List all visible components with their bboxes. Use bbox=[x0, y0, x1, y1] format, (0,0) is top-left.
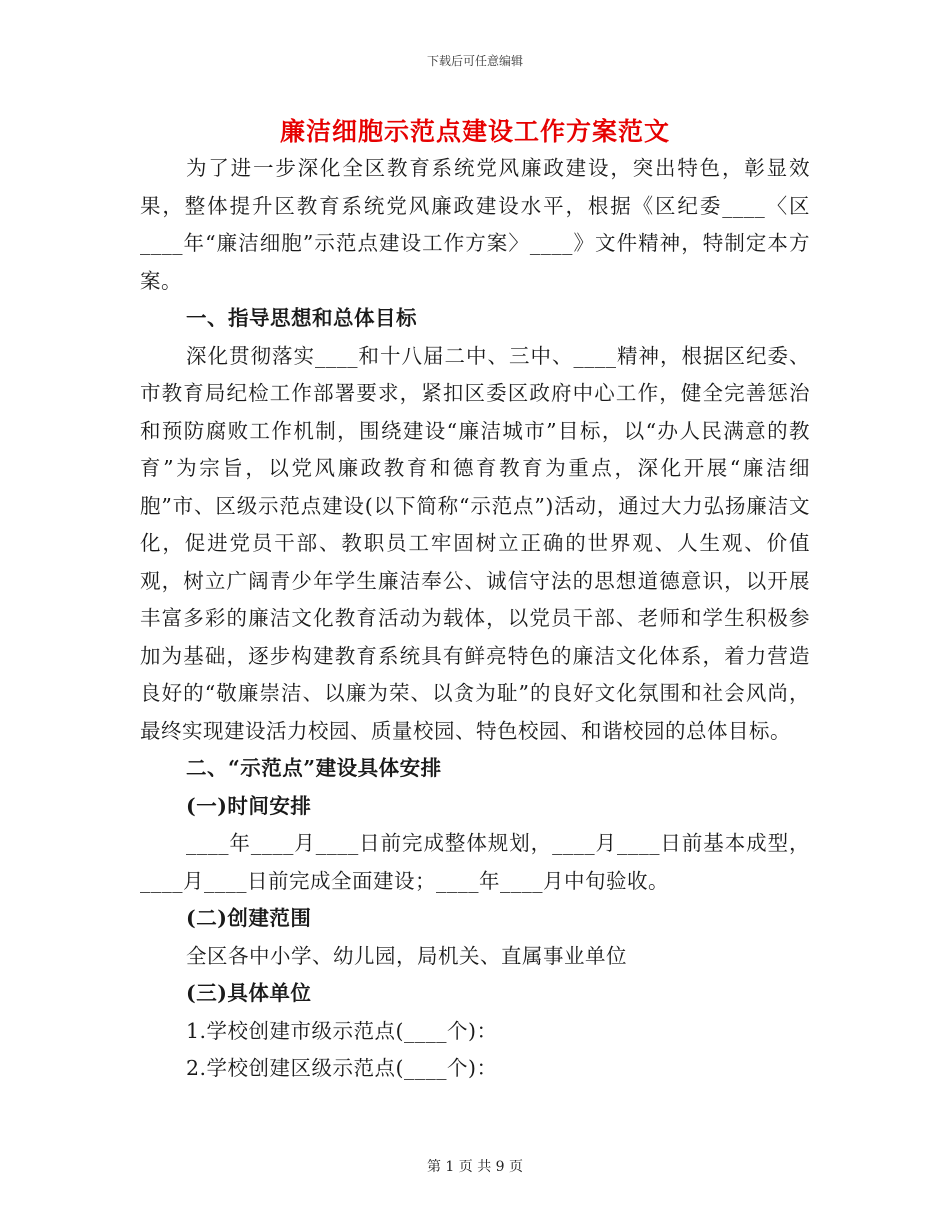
section2-heading: 二、“示范点”建设具体安排 bbox=[186, 756, 442, 780]
section1-heading: 一、指导思想和总体目标 bbox=[186, 306, 417, 330]
header-note: 下载后可任意编辑 bbox=[426, 54, 523, 68]
list-item: 2.学校创建区级示范点(____个)： bbox=[186, 1056, 498, 1080]
list-item: 1.学校创建市级示范点(____个)： bbox=[186, 1018, 498, 1043]
intro-paragraph: 为了进一步深化全区教育系统党风廉政建设，突出特色，彰显效果，整体提升区教育系统党风廉政建设水平，根据《区纪委____〈区____年“廉洁细胞”示范点建设工作方案〉____》文件精神，特制定本方案。 bbox=[140, 156, 810, 293]
page-footer: 第 1 页 共 9 页 bbox=[426, 1159, 524, 1175]
document-title: 廉洁细胞示范点建设工作方案范文 bbox=[279, 117, 670, 146]
subsection-scope-heading: (二)创建范围 bbox=[186, 906, 312, 930]
subsection-units-heading: (三)具体单位 bbox=[186, 981, 312, 1005]
subsection-scope-paragraph: 全区各中小学、幼儿园，局机关、直属事业单位 bbox=[186, 943, 627, 968]
subsection-time-paragraph: ____年____月____日前完成整体规划，____月____日前基本成型，____月____日前完成全面建设；____年____月中旬验收。 bbox=[140, 831, 810, 893]
subsection-time-heading: (一)时间安排 bbox=[186, 793, 312, 818]
document-body bbox=[140, 150, 810, 1088]
section1-paragraph: 深化贯彻落实____和十八届二中、三中、____精神，根据区纪委、市教育局纪检工作部署要求，紧扣区委区政府中心工作，健全完善惩治和预防腐败工作机制，围绕建设“廉洁城市”目标，以“办人民满意的教育”为宗旨，以党风廉政教育和德育教育为重点，深化开展“廉洁细胞”市、区级示范点建设(以下简称“示范点”)活动，通过大力弘扬廉洁文化，促进党员干部、教职员工牢固树立正确的世界观、人生观、价值观，树立广阔青少年学生廉洁奉公、诚信守法的思想道德意识，以开展丰富多彩的廉洁文化教育活动为载体，以党员干部、老师和学生积极参加为基础，逐步构建教育系统具有鲜亮特色的廉洁文化体系，着力营造良好的“敬廉崇洁、以廉为荣、以贪为耻”的良好文化氛围和社会风尚，最终实现建设活力校园、质量校园、特色校园、和谐校园的总体目标。 bbox=[140, 343, 810, 743]
